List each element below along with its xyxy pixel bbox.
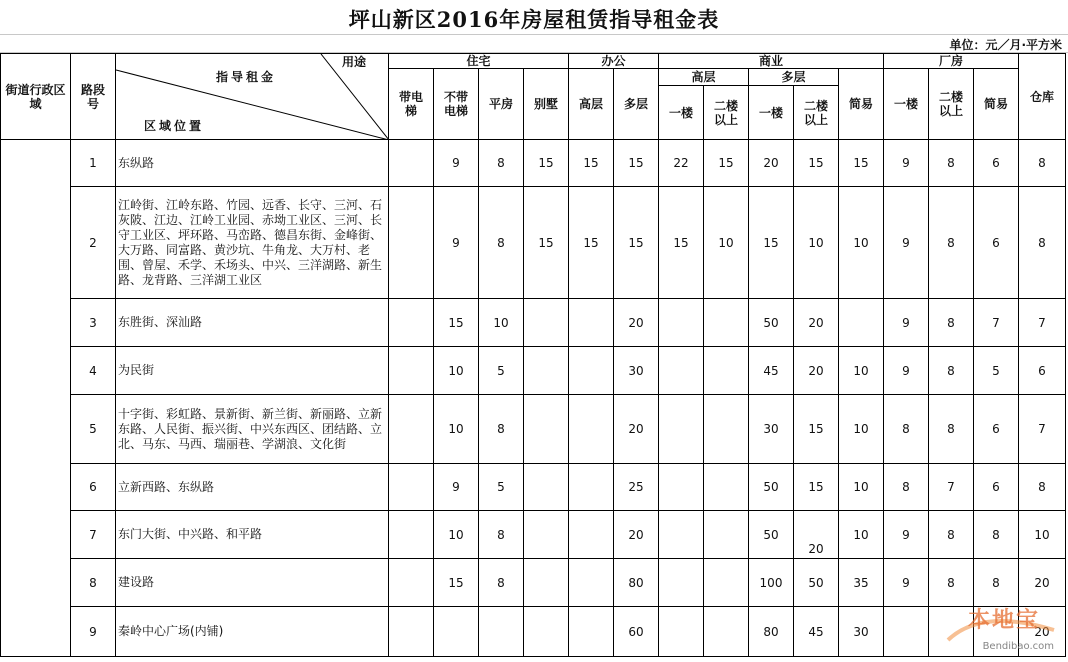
table-row <box>1 464 1066 511</box>
segment-no: 7 <box>71 511 116 559</box>
value-cell: 8 <box>929 187 974 299</box>
value-cell: 9 <box>434 464 479 511</box>
value-cell: 15 <box>794 140 839 187</box>
value-cell: 10 <box>839 511 884 559</box>
header-diagonal-cell <box>116 54 389 140</box>
value-cell: 6 <box>974 187 1019 299</box>
table-row <box>1 559 1066 607</box>
rent-table <box>0 53 1066 657</box>
header-comm-high-floor2-up: 二楼以上 <box>704 86 749 140</box>
header-commercial-simple: 简易 <box>839 69 884 140</box>
value-cell <box>569 395 614 464</box>
value-cell: 6 <box>1019 347 1066 395</box>
unit-label: 单位：元／月·平方米 <box>949 38 1062 52</box>
value-cell: 20 <box>794 511 839 559</box>
table-row <box>1 140 1066 187</box>
value-cell <box>389 140 434 187</box>
value-cell: 45 <box>794 607 839 657</box>
value-cell: 9 <box>884 511 929 559</box>
value-cell: 15 <box>524 187 569 299</box>
value-cell <box>659 299 704 347</box>
header-office: 办公 <box>569 54 659 69</box>
location-text: 建设路 <box>116 559 389 607</box>
value-cell: 20 <box>1019 559 1066 607</box>
value-cell: 15 <box>434 559 479 607</box>
segment-no: 6 <box>71 464 116 511</box>
value-cell: 20 <box>794 299 839 347</box>
value-cell: 9 <box>884 347 929 395</box>
value-cell: 10 <box>839 187 884 299</box>
table-row <box>1 187 1066 299</box>
value-cell <box>569 559 614 607</box>
segment-no: 3 <box>71 299 116 347</box>
value-cell <box>884 607 929 657</box>
district-cell <box>1 140 71 657</box>
page-title: 坪山新区2016年房屋租赁指导租金表 <box>348 7 720 32</box>
value-cell: 8 <box>929 347 974 395</box>
value-cell: 30 <box>749 395 794 464</box>
value-cell: 22 <box>659 140 704 187</box>
value-cell: 8 <box>929 395 974 464</box>
value-cell: 50 <box>749 299 794 347</box>
value-cell: 15 <box>794 395 839 464</box>
value-cell <box>524 464 569 511</box>
value-cell: 15 <box>794 464 839 511</box>
header-factory-floor2-up: 二楼以上 <box>929 69 974 140</box>
value-cell: 100 <box>749 559 794 607</box>
value-cell <box>434 607 479 657</box>
segment-no: 2 <box>71 187 116 299</box>
header-commercial: 商业 <box>659 54 884 69</box>
value-cell: 9 <box>434 140 479 187</box>
watermark <box>942 600 1062 658</box>
value-cell <box>659 607 704 657</box>
value-cell <box>389 607 434 657</box>
value-cell <box>524 607 569 657</box>
table-row <box>1 347 1066 395</box>
value-cell: 10 <box>1019 511 1066 559</box>
watermark-brand: 本地宝 <box>967 608 1040 633</box>
value-cell: 15 <box>569 140 614 187</box>
header-office-high: 高层 <box>569 69 614 140</box>
table-row <box>1 511 1066 559</box>
value-cell: 5 <box>479 347 524 395</box>
value-cell: 8 <box>479 395 524 464</box>
header-bungalow: 平房 <box>479 69 524 140</box>
header-commercial-multi: 多层 <box>749 69 839 86</box>
value-cell: 8 <box>884 464 929 511</box>
location-text: 东胜街、深汕路 <box>116 299 389 347</box>
value-cell: 10 <box>794 187 839 299</box>
location-text: 东门大街、中兴路、和平路 <box>116 511 389 559</box>
header-villa: 别墅 <box>524 69 569 140</box>
value-cell <box>659 559 704 607</box>
header-comm-high-floor1: 一楼 <box>659 86 704 140</box>
value-cell: 50 <box>749 511 794 559</box>
value-cell: 8 <box>1019 187 1066 299</box>
value-cell <box>389 395 434 464</box>
value-cell: 8 <box>929 140 974 187</box>
header-segment-no: 路段号 <box>71 54 116 140</box>
header-comm-multi-floor2-up: 二楼以上 <box>794 86 839 140</box>
value-cell: 8 <box>1019 140 1066 187</box>
header-residential: 住宅 <box>389 54 569 69</box>
value-cell: 8 <box>479 187 524 299</box>
location-text: 秦岭中心广场(内铺) <box>116 607 389 657</box>
value-cell: 10 <box>704 187 749 299</box>
value-cell <box>569 299 614 347</box>
value-cell <box>704 559 749 607</box>
value-cell: 20 <box>614 395 659 464</box>
value-cell: 10 <box>434 347 479 395</box>
value-cell: 8 <box>479 511 524 559</box>
table-row <box>1 395 1066 464</box>
value-cell: 35 <box>839 559 884 607</box>
value-cell: 20 <box>614 299 659 347</box>
value-cell <box>389 347 434 395</box>
value-cell: 8 <box>884 395 929 464</box>
value-cell: 8 <box>929 559 974 607</box>
value-cell <box>659 464 704 511</box>
value-cell: 7 <box>974 299 1019 347</box>
header-district: 街道行政区域 <box>1 54 71 140</box>
value-cell: 5 <box>974 347 1019 395</box>
table-row <box>1 299 1066 347</box>
value-cell: 20 <box>794 347 839 395</box>
value-cell: 15 <box>614 187 659 299</box>
value-cell: 15 <box>839 140 884 187</box>
value-cell: 8 <box>929 299 974 347</box>
header-factory-simple: 简易 <box>974 69 1019 140</box>
location-text: 立新西路、东纵路 <box>116 464 389 511</box>
value-cell <box>704 607 749 657</box>
value-cell <box>524 395 569 464</box>
value-cell <box>524 511 569 559</box>
value-cell: 15 <box>659 187 704 299</box>
value-cell <box>389 187 434 299</box>
location-text: 东纵路 <box>116 140 389 187</box>
header-office-multi: 多层 <box>614 69 659 140</box>
value-cell <box>389 559 434 607</box>
value-cell: 20 <box>749 140 794 187</box>
value-cell: 8 <box>479 559 524 607</box>
header-commercial-high: 高层 <box>659 69 749 86</box>
value-cell <box>659 395 704 464</box>
value-cell <box>479 607 524 657</box>
value-cell: 45 <box>749 347 794 395</box>
location-text: 为民街 <box>116 347 389 395</box>
value-cell: 30 <box>614 347 659 395</box>
value-cell <box>524 347 569 395</box>
value-cell: 5 <box>479 464 524 511</box>
guide-rent-label: 指导租金 <box>216 70 277 84</box>
location-text: 十字街、彩虹路、景新街、新兰街、新丽路、立新东路、人民街、振兴街、中兴东西区、团结路、立北、马东、马西、瑞丽巷、学湖浪、文化街 <box>116 395 389 464</box>
value-cell: 15 <box>524 140 569 187</box>
value-cell: 7 <box>1019 395 1066 464</box>
value-cell: 10 <box>839 464 884 511</box>
value-cell: 80 <box>614 559 659 607</box>
value-cell: 6 <box>974 464 1019 511</box>
value-cell: 9 <box>884 299 929 347</box>
value-cell <box>704 347 749 395</box>
value-cell <box>569 607 614 657</box>
grid-line <box>0 34 1068 35</box>
value-cell: 60 <box>614 607 659 657</box>
value-cell: 15 <box>569 187 614 299</box>
value-cell: 9 <box>884 559 929 607</box>
value-cell <box>389 299 434 347</box>
value-cell: 7 <box>929 464 974 511</box>
location-label: 区域位置 <box>144 119 205 133</box>
value-cell: 8 <box>479 140 524 187</box>
header-without-elevator: 不带电梯 <box>434 69 479 140</box>
value-cell: 6 <box>974 140 1019 187</box>
value-cell <box>389 511 434 559</box>
segment-no: 5 <box>71 395 116 464</box>
value-cell: 8 <box>1019 464 1066 511</box>
value-cell: 9 <box>884 140 929 187</box>
value-cell: 9 <box>884 187 929 299</box>
value-cell: 20 <box>1019 607 1066 657</box>
value-cell <box>659 347 704 395</box>
value-cell: 8 <box>974 559 1019 607</box>
value-cell: 10 <box>839 347 884 395</box>
header-warehouse: 仓库 <box>1019 54 1066 140</box>
header-factory: 厂房 <box>884 54 1019 69</box>
value-cell: 10 <box>434 511 479 559</box>
value-cell: 50 <box>749 464 794 511</box>
value-cell: 10 <box>479 299 524 347</box>
value-cell: 8 <box>974 511 1019 559</box>
location-text: 江岭街、江岭东路、竹园、远香、长守、三河、石灰陂、江边、江岭工业园、赤坳工业区、三河、长守工业区、坪环路、马峦路、德昌东街、金峰街、大万路、同富路、黄沙坑、牛角龙、大万村、老围、曾屋、禾学、禾场头、中兴、三洋湖路、新生路、龙背路、三洋湖工业区 <box>116 187 389 299</box>
value-cell: 10 <box>839 395 884 464</box>
value-cell: 7 <box>1019 299 1066 347</box>
segment-no: 4 <box>71 347 116 395</box>
value-cell <box>569 511 614 559</box>
value-cell <box>524 299 569 347</box>
value-cell <box>659 511 704 559</box>
value-cell: 80 <box>749 607 794 657</box>
value-cell: 15 <box>614 140 659 187</box>
watermark-url: Bendibao.com <box>982 641 1054 652</box>
table-row <box>1 607 1066 657</box>
header-with-elevator: 带电梯 <box>389 69 434 140</box>
value-cell <box>704 464 749 511</box>
value-cell: 8 <box>929 511 974 559</box>
value-cell <box>839 299 884 347</box>
segment-no: 8 <box>71 559 116 607</box>
value-cell: 25 <box>614 464 659 511</box>
value-cell: 10 <box>434 395 479 464</box>
value-cell: 6 <box>974 395 1019 464</box>
value-cell <box>704 299 749 347</box>
value-cell: 50 <box>794 559 839 607</box>
value-cell <box>569 464 614 511</box>
value-cell <box>704 511 749 559</box>
value-cell: 20 <box>614 511 659 559</box>
value-cell: 15 <box>704 140 749 187</box>
value-cell <box>704 395 749 464</box>
value-cell: 30 <box>839 607 884 657</box>
segment-no: 9 <box>71 607 116 657</box>
header-comm-multi-floor1: 一楼 <box>749 86 794 140</box>
value-cell <box>569 347 614 395</box>
header-factory-floor1: 一楼 <box>884 69 929 140</box>
value-cell: 15 <box>434 299 479 347</box>
value-cell: 15 <box>749 187 794 299</box>
segment-no: 1 <box>71 140 116 187</box>
value-cell <box>389 464 434 511</box>
value-cell <box>524 559 569 607</box>
usage-label: 用途 <box>341 55 366 69</box>
value-cell: 9 <box>434 187 479 299</box>
